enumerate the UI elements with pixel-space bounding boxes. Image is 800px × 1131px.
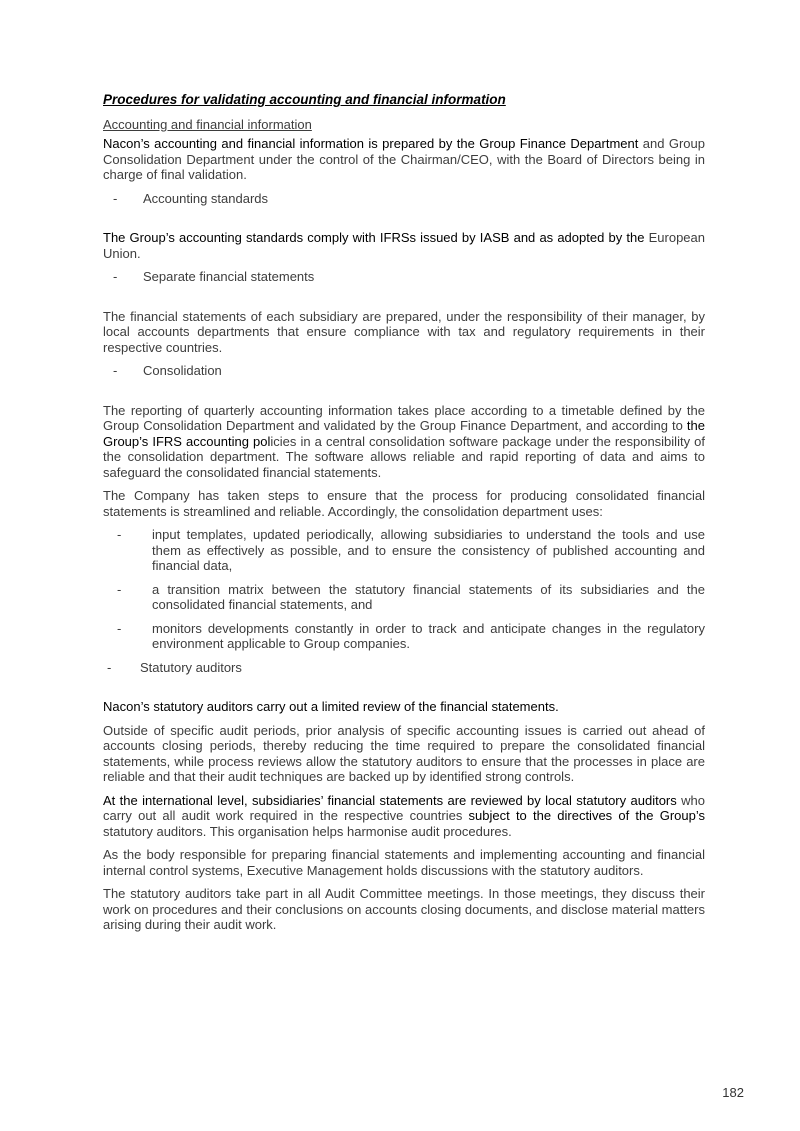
text-run: Nacon’s accounting and financial information is prepared by the Group Finance Department	[103, 136, 639, 151]
subbullet-text: monitors developments constantly in order to track and anticipate changes in the regulatory environment applicable to Group companies.	[152, 620, 705, 651]
text-run: icies in a central consolidation software package under the responsibility of the consolidation department. The software allows reliable and rapid reporting of data and aims to safeguard the consolidated financial statements.	[103, 433, 705, 480]
paragraph-audit-committee: The statutory auditors take part in all Audit Committee meetings. In those meetings, they discuss their work on procedures and their conclusions on accounts closing documents, and disclose material matters arising during their audit work.	[103, 886, 705, 932]
subbullet-input-templates	[103, 527, 705, 574]
subbullet-text: input templates, updated periodically, allowing subsidiaries to understand the tools and use them as effectively as possible, and to ensure the consistency of published accounting and financial data,	[152, 527, 705, 573]
text-run: subject to the directives of the Group’s	[462, 808, 705, 823]
bullet-consolidation	[103, 363, 705, 379]
text-run: the Group’s IFRS accounting pol	[103, 418, 705, 449]
text-run: European Union.	[103, 230, 705, 261]
page-title: Procedures for validating accounting and financial information	[103, 92, 506, 107]
paragraph-executive-management: As the body responsible for preparing financial statements and implementing accounting and financial internal control systems, Executive Management holds discussions with the statutory auditors.	[103, 847, 705, 878]
paragraph-standards	[103, 230, 705, 261]
subbullet-text: a transition matrix between the statutory financial statements of its subsidiaries and the consolidated financial statements, and	[152, 581, 705, 612]
bullet-dash: -	[117, 527, 122, 542]
paragraph-outside-audit-periods: Outside of specific audit periods, prior analysis of specific accounting issues is carried out ahead of accounts closing periods, thereby reducing the time required to prepare the consolidated financial statements, while process reviews allow the statutory auditors to ensure that the processes in place are reliable and that their audit techniques are backed up by identified strong controls.	[103, 722, 705, 784]
bullet-label: Statutory auditors	[140, 659, 242, 675]
page-number: 182	[722, 1085, 744, 1100]
text-run: The Group’s accounting standards comply with IFRSs issued by IASB and as adopted by the	[103, 230, 649, 245]
subbullet-transition-matrix	[103, 582, 705, 613]
text-run: and Group Consolidation Department under the control of the Chairman/CEO, with the Board of Directors being in charge of final validation.	[103, 136, 705, 182]
paragraph-reporting	[103, 403, 705, 481]
bullet-dash: -	[113, 269, 118, 284]
bullet-label: Accounting standards	[143, 190, 269, 206]
bullet-dash: -	[117, 620, 122, 636]
document-content	[103, 92, 705, 941]
paragraph-company-steps: The Company has taken steps to ensure that the process for producing consolidated financial statements is streamlined and reliable. Accordingly, the consolidation department uses:	[103, 488, 705, 519]
bullet-dash: -	[113, 190, 118, 206]
paragraph-limited-review: Nacon’s statutory auditors carry out a limited review of the financial statements.	[103, 699, 559, 714]
section-heading: Accounting and financial information	[103, 116, 312, 132]
bullet-label: Consolidation	[143, 363, 222, 378]
bullet-dash: -	[107, 659, 112, 675]
paragraph-international-level	[103, 793, 705, 840]
paragraph-intro	[103, 136, 705, 183]
bullet-accounting-standards	[103, 191, 705, 207]
paragraph-separate-statements: The financial statements of each subsidiary are prepared, under the responsibility of their manager, by local accounts departments that ensure compliance with tax and regulatory requirements in their respective countries.	[103, 308, 705, 355]
bullet-dash: -	[117, 581, 122, 597]
text-run: At the international level, subsidiaries’ financial statements are reviewed by local statutory auditors	[103, 792, 682, 808]
bullet-separate-financial-statements	[103, 269, 705, 285]
text-run: statutory auditors. This organisation helps harmonise audit procedures.	[103, 823, 512, 839]
text-run: The reporting of quarterly accounting information takes place according to a timetable defined by the Group Consolidation Department and validated by the Group Finance Department, and according to	[103, 402, 705, 433]
bullet-statutory-auditors	[103, 660, 705, 676]
subbullet-monitors-developments	[103, 621, 705, 652]
bullet-label: Separate financial statements	[143, 269, 315, 284]
bullet-dash: -	[113, 363, 118, 378]
text-run: who carry out all audit work required in the respective countries	[103, 792, 705, 823]
